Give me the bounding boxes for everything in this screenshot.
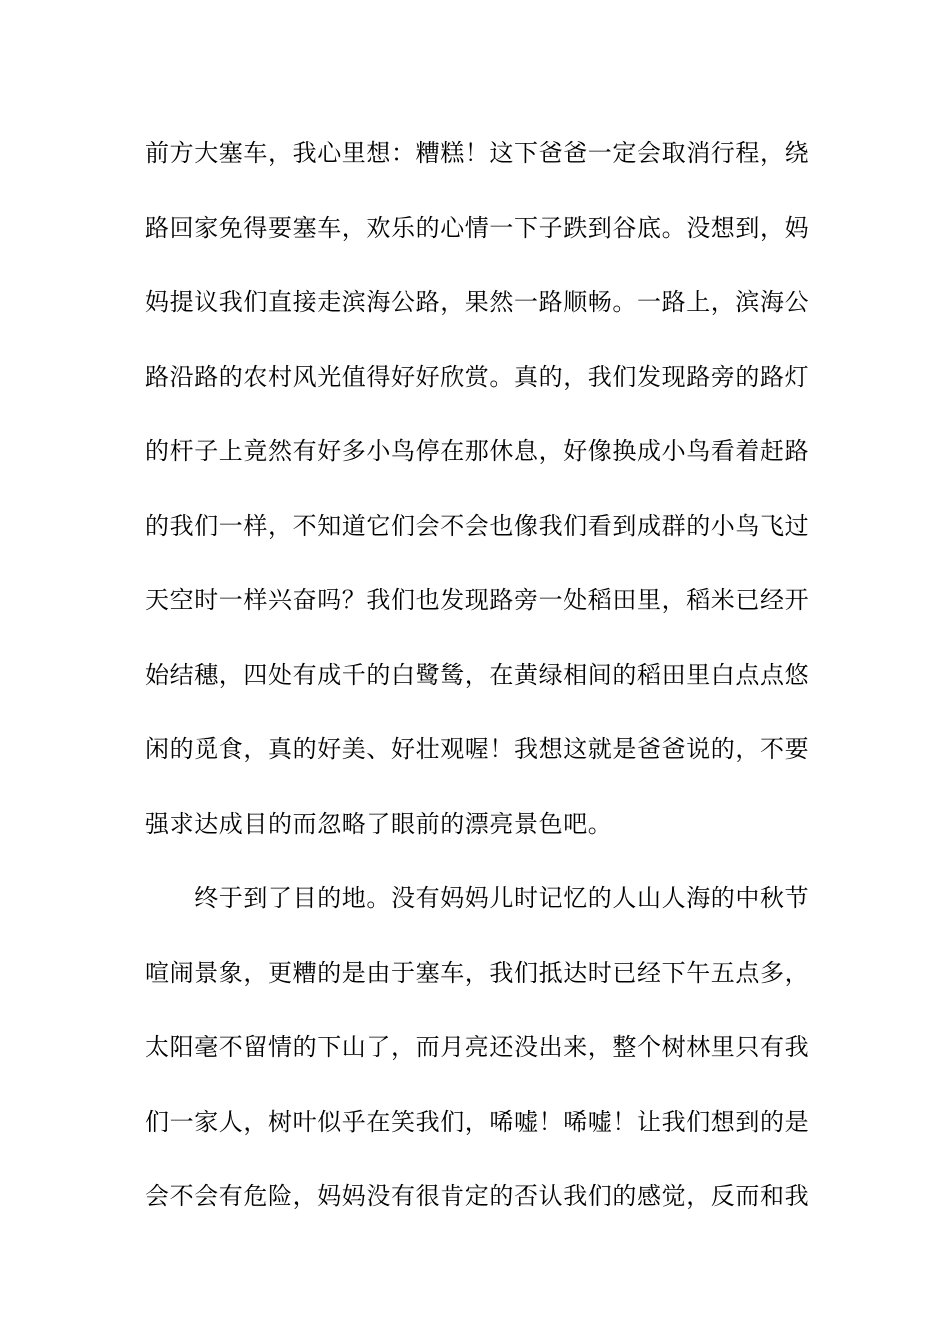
text-line: 们一家人，树叶似乎在笑我们，唏嘘！唏嘘！让我们想到的是 [145,1107,810,1136]
text-line: 终于到了目的地。没有妈妈儿时记忆的人山人海的中秋节 [145,884,810,912]
text-line: 路沿路的农村风光值得好好欣赏。真的，我们发现路旁的路灯 [145,362,810,391]
text-line: 喧闹景象，更糟的是由于塞车，我们抵达时已经下午五点多， [145,958,810,987]
body-text [145,130,810,1248]
text-line: 闲的觅食，真的好美、好壮观喔！我想这就是爸爸说的，不要 [145,735,810,763]
text-line: 强求达成目的而忽略了眼前的漂亮景色吧。 [145,809,613,838]
text-line: 路回家免得要塞车，欢乐的心情一下子跌到谷底。没想到，妈 [145,213,810,242]
text-line: 太阳毫不留情的下山了，而月亮还没出来，整个树林里只有我 [145,1033,810,1061]
text-line: 妈提议我们直接走滨海公路，果然一路顺畅。一路上，滨海公 [145,288,810,316]
text-line: 天空时一样兴奋吗？我们也发现路旁一处稻田里，稻米已经开 [145,586,810,614]
text-line: 始结穗，四处有成千的白鹭鸶，在黄绿相间的稻田里白点点悠 [145,660,810,689]
text-line: 的杆子上竟然有好多小鸟停在那休息，好像换成小鸟看着赶路 [145,437,810,465]
text-line: 会不会有危险，妈妈没有很肯定的否认我们的感觉，反而和我 [145,1182,810,1210]
text-line: 前方大塞车，我心里想：糟糕！这下爸爸一定会取消行程，绕 [145,139,810,167]
text-line: 的我们一样，不知道它们会不会也像我们看到成群的小鸟飞过 [145,511,810,540]
